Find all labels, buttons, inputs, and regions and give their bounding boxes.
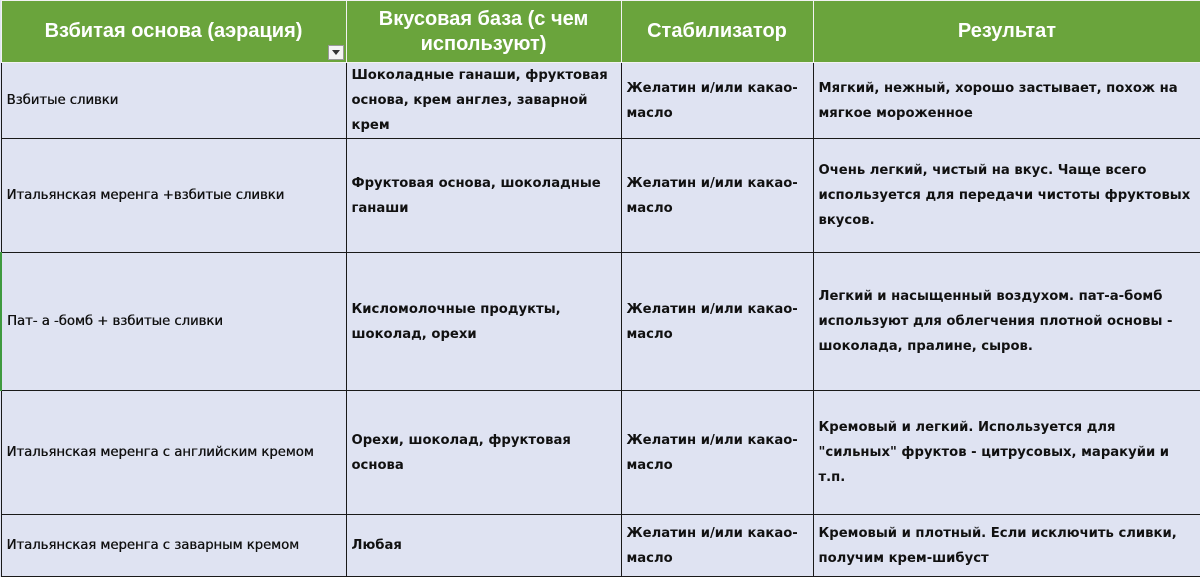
table-body [1,63,1200,577]
header-cell-stabilizer[interactable] [621,1,813,63]
cell-base[interactable]: Пат- а -бомб + взбитые сливки [1,253,346,391]
cell-base[interactable]: Итальянская меренга с английским кремом [1,391,346,515]
table-header [1,1,1200,63]
cell-result[interactable]: Очень легкий, чистый на вкус. Чаще всего используется для передачи чистоты фруктовых вкусов. [813,139,1200,253]
table-row [1,253,1200,391]
header-label-flavor: Вкусовая база (с чем используют) [378,7,589,55]
cell-stabilizer[interactable]: Желатин и/или какао-масло [621,139,813,253]
header-cell-base[interactable] [1,1,346,63]
cell-flavor[interactable]: Фруктовая основа, шоколадные ганаши [346,139,621,253]
table-row [1,391,1200,515]
header-row [1,1,1200,63]
cell-stabilizer[interactable]: Желатин и/или какао-масло [621,391,813,515]
header-label-stabilizer: Стабилизатор [647,20,787,42]
cell-flavor[interactable]: Кисломолочные продукты, шоколад, орехи [346,253,621,391]
cell-flavor[interactable]: Любая [346,515,621,577]
cell-stabilizer[interactable]: Желатин и/или какао-масло [621,63,813,139]
cell-base[interactable]: Итальянская меренга с заварным кремом [1,515,346,577]
table-row [1,139,1200,253]
cell-result[interactable]: Кремовый и плотный. Если исключить сливки, получим крем-шибуст [813,515,1200,577]
cell-stabilizer[interactable]: Желатин и/или какао-масло [621,253,813,391]
filter-dropdown-button[interactable] [328,45,344,60]
filter-dropdown-icon [332,50,340,55]
cell-flavor[interactable]: Орехи, шоколад, фруктовая основа [346,391,621,515]
header-cell-result[interactable] [813,1,1200,63]
cell-result[interactable]: Мягкий, нежный, хорошо застывает, похож на мягкое мороженное [813,63,1200,139]
table-row [1,63,1200,139]
cell-stabilizer[interactable]: Желатин и/или какао-масло [621,515,813,577]
cell-flavor[interactable]: Шоколадные ганаши, фруктовая основа, крем англез, заварной крем [346,63,621,139]
header-label-result: Результат [957,20,1057,42]
cell-base[interactable]: Взбитые сливки [1,63,346,139]
header-cell-flavor[interactable] [346,1,621,63]
header-label-base: Взбитая основа (аэрация) [44,20,303,42]
table-row [1,515,1200,577]
cell-result[interactable]: Кремовый и легкий. Используется для "сильных" фруктов - цитрусовых, маракуйи и т.п. [813,391,1200,515]
cell-result[interactable]: Легкий и насыщенный воздухом. пат-а-бомб используют для облегчения плотной основы - шоколада, пралине, сыров. [813,253,1200,391]
cell-base[interactable]: Итальянская меренга +взбитые сливки [1,139,346,253]
